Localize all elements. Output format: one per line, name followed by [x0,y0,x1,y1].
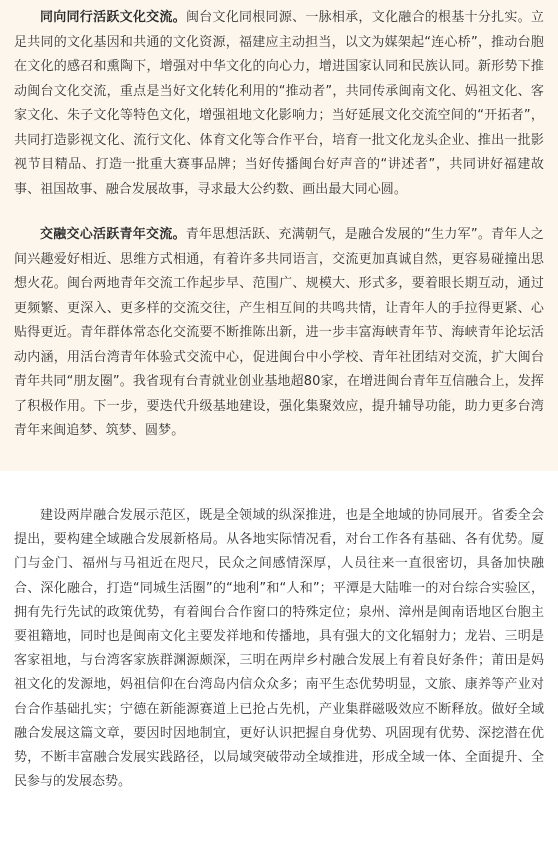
paragraph-culture-exchange [14,6,544,202]
paragraph-lead-heading: 交融交心活跃青年交流。 [40,227,186,242]
paragraph-demonstration-zone: 建设两岸融合发展示范区，既是全领域的纵深推进，也是全地域的协同展开。省委全会提出，要构建全域融合发展新格局。从各地实际情况看，对台工作各有基础、各有优势。厦门与金门、福州与马祖近在咫尺，民众之间感情深厚，人员往来一直很密切，具备加快融合、深化融合，打造“同城生活圈”的“地利”和“人和”；平潭是大陆唯一的对台综合实验区，拥有先行先试的政策优势，有着闽台合作窗口的特殊定位；泉州、漳州是闽南语地区台胞主要祖籍地，同时也是闽南文化主要发祥地和传播地，具有强大的文化辐射力；龙岩、三明是客家祖地，与台湾客家族群渊源颇深，三明在两岸乡村融合发展上有着良好条件；莆田是妈祖文化的发源地，妈祖信仰在台湾岛内信众众多；南平生态优势明显，文旅、康养等产业对台合作基础扎实；宁德在新能源赛道上已抢占先机，产业集群磁吸效应不断释放。做好全域融合发展这篇文章，要因时因地制宜，更好认识把握自身优势、巩固现有优势、深挖潜在优势，不断丰富融合发展实践路径，以局域突破带动全域推进，形成全域一体、全面提升、全民参与的发展态势。 [14,508,544,790]
paragraph-youth-exchange [14,223,544,444]
paragraph-body: 青年思想活跃、充满朝气，是融合发展的“生力军”。青年人之间兴趣爱好相近、思维方式相通，有着许多共同语言，交流更加真诚自然，更容易碰撞出思想火花。闽台两地青年交流工作起步早、范围广、规模大、形式多，要着眼长期互动，通过更频繁、更深入、更多样的交流交往，产生相互间的共鸣共情，让青年人的手拉得更紧、心贴得更近。青年群体常态化交流要不断推陈出新，进一步丰富海峡青年节、海峡青年论坛活动内涵，用活台湾青年体验式交流中心，促进闽台中小学校、青年社团结对交流，扩大闽台青年共同“朋友圈”。我省现有台青就业创业基地超80家，在增进闽台青年互信融合上，发挥了积极作用。下一步，要迭代升级基地建设，强化集聚效应，提升辅导功能，助力更多台湾青年来闽追梦、筑梦、圆梦。 [14,227,544,438]
paragraph-lead-heading: 同向同行活跃文化交流。 [40,10,186,25]
paragraph-body: 闽台文化同根同源、一脉相承，文化融合的根基十分扎实。立足共同的文化基因和共通的文化资源，福建应主动担当，以文为媒架起“连心桥”，推动台胞在文化的感召和熏陶下，增强对中华文化的向心力，增进国家认同和民族认同。新形势下推动闽台文化交流，重点是当好文化转化利用的“推动者”，共同传承闽南文化、妈祖文化、客家文化、朱子文化等特色文化，增强祖地文化影响力；当好延展文化交流空间的“开拓者”，共同打造影视文化、流行文化、体育文化等合作平台，培育一批文化龙头企业、推出一批影视节目精品、打造一批重大赛事品牌；当好传播闽台好声音的“讲述者”，共同讲好福建故事、祖国故事、融合发展故事，寻求最大公约数、画出最大同心圆。 [14,10,545,197]
article-body [0,496,558,794]
